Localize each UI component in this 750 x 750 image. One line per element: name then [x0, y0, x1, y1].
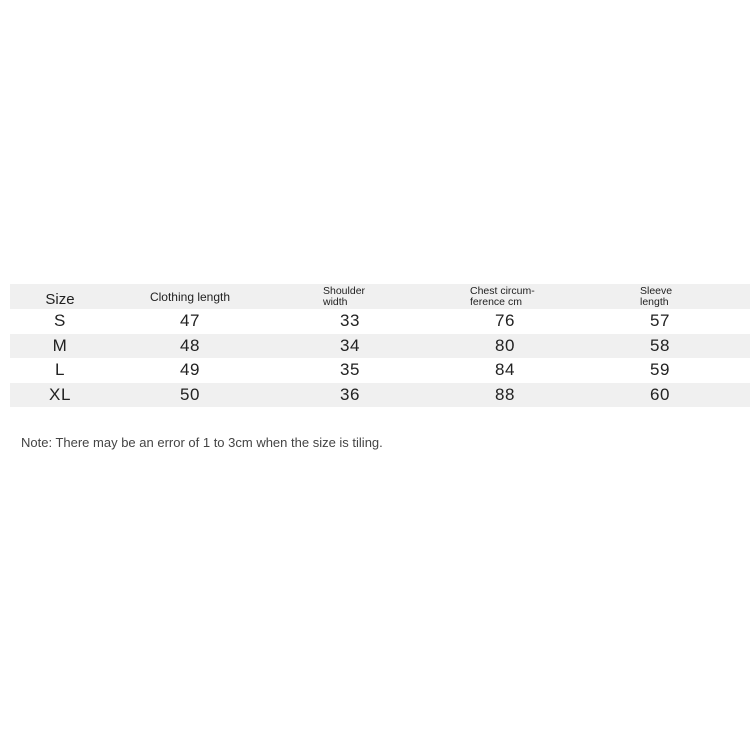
table-row: [10, 358, 750, 383]
cell-shoulder-width: 35: [339, 360, 361, 380]
header-shoulder-width-line2: width: [323, 295, 348, 308]
header-sleeve-length: [640, 284, 720, 309]
cell-chest: 84: [494, 360, 516, 380]
cell-sleeve: 59: [649, 360, 671, 380]
cell-shoulder-width: 33: [339, 311, 361, 331]
cell-clothing-length: 50: [179, 384, 201, 404]
cell-clothing-length: 47: [179, 311, 201, 331]
cell-size: L: [54, 360, 66, 380]
header-clothing-length: Clothing length: [149, 289, 231, 304]
table-row: [10, 334, 750, 359]
header-shoulder-width-line1: Shoulder: [323, 284, 366, 297]
cell-sleeve: 60: [649, 384, 671, 404]
cell-shoulder-width: 36: [339, 384, 361, 404]
header-sleeve-line1: Sleeve: [640, 284, 673, 297]
cell-clothing-length: 49: [179, 360, 201, 380]
header-chest-circumference: [470, 284, 580, 309]
cell-sleeve: 58: [649, 335, 671, 355]
table-row: [10, 383, 750, 408]
header-shoulder-width: [323, 284, 403, 309]
cell-size: XL: [49, 384, 71, 404]
header-chest-line1: Chest circum-: [470, 284, 535, 297]
size-chart-table: [10, 284, 750, 407]
size-note: Note: There may be an error of 1 to 3cm when the size is tiling.: [21, 435, 383, 450]
header-size: Size: [45, 291, 75, 308]
table-header-row: [10, 284, 750, 309]
cell-size: M: [52, 335, 68, 355]
table-row: [10, 309, 750, 334]
cell-chest: 88: [494, 384, 516, 404]
cell-clothing-length: 48: [179, 335, 201, 355]
cell-chest: 76: [494, 311, 516, 331]
cell-shoulder-width: 34: [339, 335, 361, 355]
header-sleeve-line2: length: [640, 295, 669, 308]
cell-chest: 80: [494, 335, 516, 355]
header-chest-line2: ference cm: [470, 295, 522, 308]
cell-size: S: [54, 311, 66, 331]
cell-sleeve: 57: [649, 311, 671, 331]
